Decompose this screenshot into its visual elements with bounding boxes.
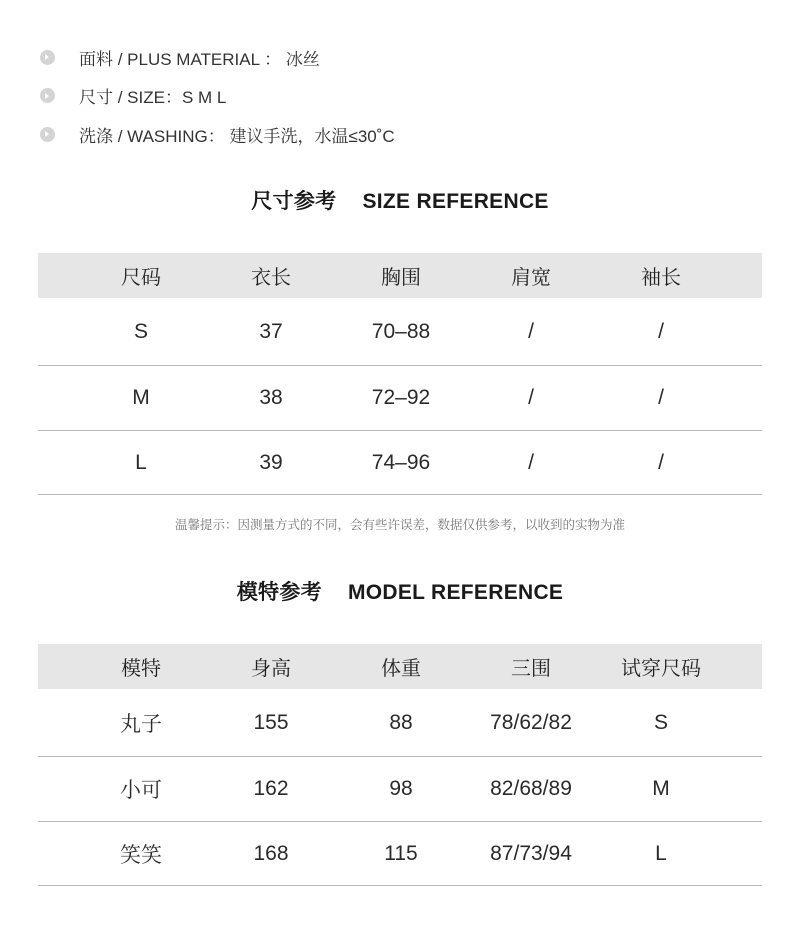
table-row bbox=[38, 298, 762, 366]
spec-row-size bbox=[40, 77, 395, 116]
table-cell: 82/68/89 bbox=[490, 777, 572, 800]
table-row bbox=[38, 757, 762, 822]
spec-row-washing bbox=[40, 115, 395, 154]
table-cell: / bbox=[658, 386, 664, 409]
table-cell: 115 bbox=[384, 841, 418, 865]
table-cell: / bbox=[528, 450, 534, 474]
table-cell: 70–88 bbox=[371, 319, 431, 343]
model-reference-title-en: MODEL REFERENCE bbox=[347, 581, 564, 604]
table-cell: 162 bbox=[253, 777, 289, 800]
table-cell: 74–96 bbox=[371, 450, 431, 474]
table-cell: 38 bbox=[259, 386, 283, 409]
table-cell: / bbox=[658, 319, 664, 343]
play-bullet-icon bbox=[40, 127, 55, 142]
table-cell: L bbox=[135, 450, 147, 474]
play-bullet-icon bbox=[40, 50, 55, 65]
model-header-weight: 体重 bbox=[381, 658, 421, 680]
spec-material-text: 面料 / PLUS MATERIAL ： 冰丝 bbox=[79, 49, 320, 69]
table-cell: 168 bbox=[253, 841, 289, 865]
model-reference-title-cn: 模特参考 bbox=[236, 581, 322, 604]
table-cell: / bbox=[528, 319, 534, 343]
model-table bbox=[38, 644, 762, 886]
table-cell: 72–92 bbox=[371, 386, 431, 409]
table-row bbox=[38, 822, 762, 886]
table-cell: 155 bbox=[253, 710, 289, 734]
size-table bbox=[38, 253, 762, 495]
model-reference-title bbox=[0, 576, 800, 606]
table-cell: 87/73/94 bbox=[490, 841, 572, 865]
measurement-tip: 温馨提示：因测量方式的不同，会有些许误差，数据仅供参考，以收到的实物为准 bbox=[174, 518, 625, 532]
table-cell: 37 bbox=[259, 319, 283, 343]
table-cell: 98 bbox=[389, 777, 413, 800]
size-header-chest: 胸围 bbox=[381, 267, 421, 289]
model-header-measurements: 三围 bbox=[511, 658, 551, 680]
table-cell: M bbox=[132, 386, 150, 409]
spec-list bbox=[40, 38, 395, 154]
table-cell: 39 bbox=[259, 450, 283, 474]
table-cell: 78/62/82 bbox=[490, 710, 572, 734]
spec-washing-text: 洗涤 / WASHING： 建议手洗，水温≤30˚C bbox=[79, 126, 395, 146]
spec-row-material bbox=[40, 38, 395, 77]
table-cell: 丸子 bbox=[120, 712, 162, 736]
size-reference-title-cn: 尺寸参考 bbox=[251, 190, 337, 213]
size-reference-title bbox=[0, 185, 800, 215]
size-header-size: 尺码 bbox=[121, 267, 161, 289]
table-row bbox=[38, 431, 762, 495]
model-header-height: 身高 bbox=[251, 658, 291, 680]
spec-size-text: 尺寸 / SIZE：S M L bbox=[79, 88, 227, 108]
table-cell: L bbox=[655, 841, 667, 865]
model-header-fit-size: 试穿尺码 bbox=[621, 658, 701, 680]
size-table-header bbox=[38, 253, 762, 298]
size-header-shoulder: 肩宽 bbox=[511, 267, 551, 289]
model-header-model: 模特 bbox=[121, 658, 161, 680]
table-cell: S bbox=[133, 319, 148, 343]
table-cell: M bbox=[652, 777, 670, 800]
table-cell: / bbox=[658, 450, 664, 474]
model-table-header bbox=[38, 644, 762, 689]
play-bullet-icon bbox=[40, 88, 55, 103]
size-header-sleeve: 袖长 bbox=[641, 267, 681, 289]
table-cell: / bbox=[528, 386, 534, 409]
size-header-length: 衣长 bbox=[251, 267, 291, 289]
size-reference-title-en: SIZE REFERENCE bbox=[362, 190, 549, 213]
table-row bbox=[38, 366, 762, 431]
table-cell: S bbox=[653, 710, 668, 734]
table-cell: 笑笑 bbox=[120, 843, 162, 867]
table-row bbox=[38, 689, 762, 757]
table-cell: 88 bbox=[389, 710, 413, 734]
table-cell: 小可 bbox=[120, 779, 162, 802]
